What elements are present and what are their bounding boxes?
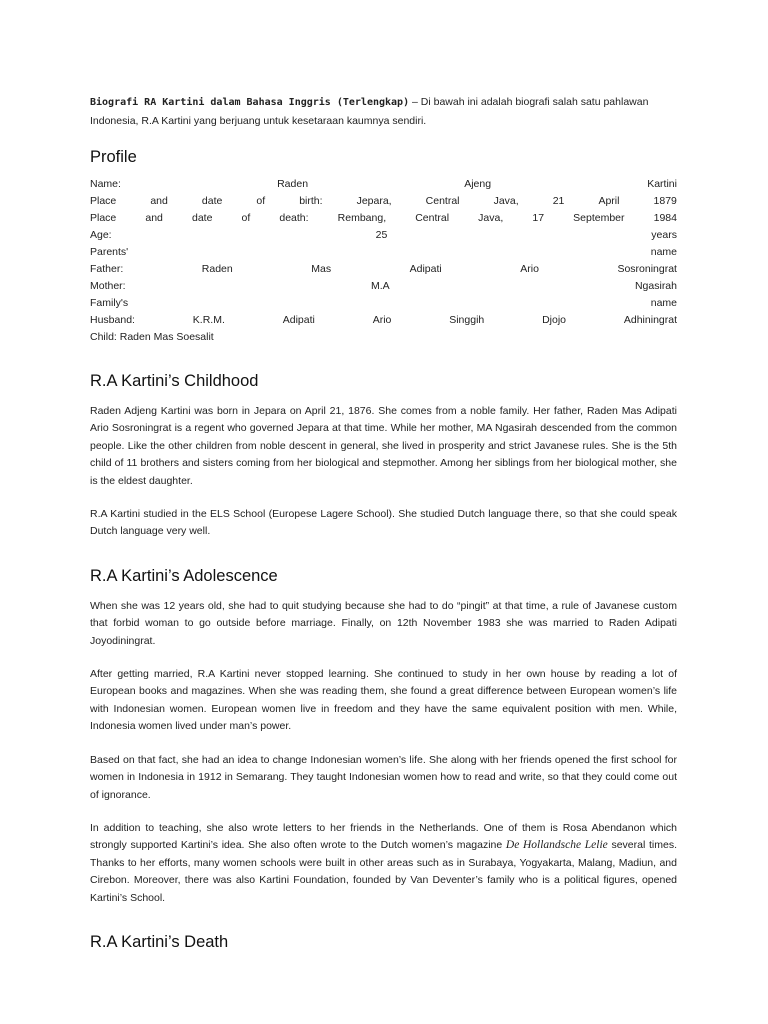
profile-word: Child: Raden Mas Soesalit [90,331,214,343]
profile-row [90,176,677,193]
adolescence-paragraph-4 [90,820,677,907]
childhood-heading: R.A Kartini’s Childhood [90,372,259,390]
profile-word: 25 [375,229,388,241]
profile-word: Kartini [647,178,677,190]
profile-word: Mas [311,263,332,275]
intro-text: – Di bawah ini adalah biografi salah satu pahlawan Indonesia, R.A Kartini yang berjuang untuk kesetaraan kaumnya sendiri. [90,96,649,127]
profile-word: of [241,212,251,224]
profile-heading: Profile [90,148,137,166]
profile-word: Adhiningrat [623,314,677,326]
death-heading: R.A Kartini’s Death [90,932,229,951]
profile-word: birth: [299,195,323,207]
profile-word: Ario [372,314,392,326]
profile-row [90,295,677,312]
magazine-title: De Hollandsche Lelie [505,839,608,852]
profile-word: Central [425,195,460,207]
profile-row [90,244,677,261]
adolescence-p4-before: In addition to teaching, she also wrote letters to her friends in the Netherlands. One of them is Rosa Abendanon which strongly supported Kartini’s idea. She also often wrote to the Dutch women’s magazine [90,821,677,852]
profile-word: 1879 [653,195,677,207]
profile-word: 21 [552,195,565,207]
intro-lead: Biografi RA Kartini dalam Bahasa Inggris (Terlengkap) [90,97,410,108]
article-body [90,93,677,953]
profile-word: years [651,229,677,241]
profile-word: Adipati [282,314,315,326]
profile-word: Father: [90,263,124,275]
adolescence-paragraph-2: After getting married, R.A Kartini never stopped learning. She continued to study in her own house by reading a lot of European books and magazines. When she was reading them, she found a great difference between European women’s life with Indonesian women. European women live in freedom and they have the same equivalent position with men. While, Indonesia women lived under man’s power. [90,668,677,733]
profile-word: Mother: [90,280,126,292]
profile-row [90,261,677,278]
profile-word: Sosroningrat [617,263,677,275]
profile-word: Djojo [542,314,567,326]
profile-word: Place [90,195,117,207]
profile-word: name [650,246,677,258]
profile-word: Java, [478,212,504,224]
intro-paragraph [90,93,677,131]
profile-row [90,193,677,210]
profile-word: of [256,195,266,207]
profile-word: Raden [277,178,309,190]
adolescence-heading: R.A Kartini’s Adolescence [90,566,278,585]
profile-word: K.R.M. [192,314,225,326]
profile-row [90,278,677,295]
profile-word: Singgih [449,314,485,326]
childhood-paragraph-1: Raden Adjeng Kartini was born in Jepara on April 21, 1876. She comes from a noble family. Her father, Raden Mas Adipati Ario Sosroningrat is a regent who governed Jepara at that time. While her mother, MA Ngasirah descended from the common people. Like the other children from noble descent in general, she lived in prosperity and strict Javanese rules. She is the 5th child of 11 brothers and sisters coming from her biological and stepmother. Among her siblings from her biological mother, she is the eldest daughter. [90,405,677,487]
profile-word: 1984 [653,212,677,224]
profile-word: April [598,195,620,207]
profile-word: Ngasirah [634,280,677,292]
profile-row [90,312,677,329]
profile-word: Ajeng [464,178,492,190]
adolescence-p4-after: several times. Thanks to her efforts, many women schools were built in other areas such as in Surabaya, Yogyakarta, Malang, Madiun, and Cirebon. Moreover, there was also Kartini Foundation, founded by Van Deventer’s family who is a political figures, opened Kartini’s School. [90,839,678,904]
childhood-paragraph-2: R.A Kartini studied in the ELS School (Europese Lagere School). She studied Dutch language there, so that she could speak Dutch language very well. [90,508,677,538]
profile-row [90,227,677,244]
profile-word: September [573,212,625,224]
profile-word: and [145,212,163,224]
profile-word: Jepara, [356,195,392,207]
profile-word: Raden [201,263,233,275]
profile-word: Ario [520,263,539,275]
profile-word: Java, [493,195,519,207]
profile-word: Age: [90,229,112,241]
adolescence-paragraph-3: Based on that fact, she had an idea to change Indonesian women’s life. She along with her friends opened the first school for women in Indonesia in 1912 in Semarang. They taught Indonesian women how to read and write, so that they could come out of ignorance. [90,753,677,801]
profile-word: Adipati [409,263,442,275]
profile-word: and [150,195,168,207]
profile-word: death: [279,212,309,224]
profile-word: name [650,297,677,309]
profile-word: Name: [90,178,121,190]
profile-word: date [191,212,213,224]
profile-row [90,210,677,227]
profile-word: M.A [370,280,390,292]
adolescence-paragraph-1: When she was 12 years old, she had to quit studying because she had to do “pingit” at that time, a rule of Javanese custom that forbid woman to go outside before marriage. Finally, on 12th November 1983 she was married to Raden Adipati Joyodiningrat. [90,599,677,647]
profile-word: date [201,195,223,207]
profile-word: Rembang, [337,212,387,224]
profile-word: Place [90,212,117,224]
profile-word: Central [415,212,450,224]
profile-word: Family's [90,297,129,309]
profile-row [90,329,677,346]
profile-word: 17 [532,212,545,224]
profile-word: Parents' [90,246,129,258]
profile-word: Husband: [90,314,135,326]
profile-table [90,176,677,346]
